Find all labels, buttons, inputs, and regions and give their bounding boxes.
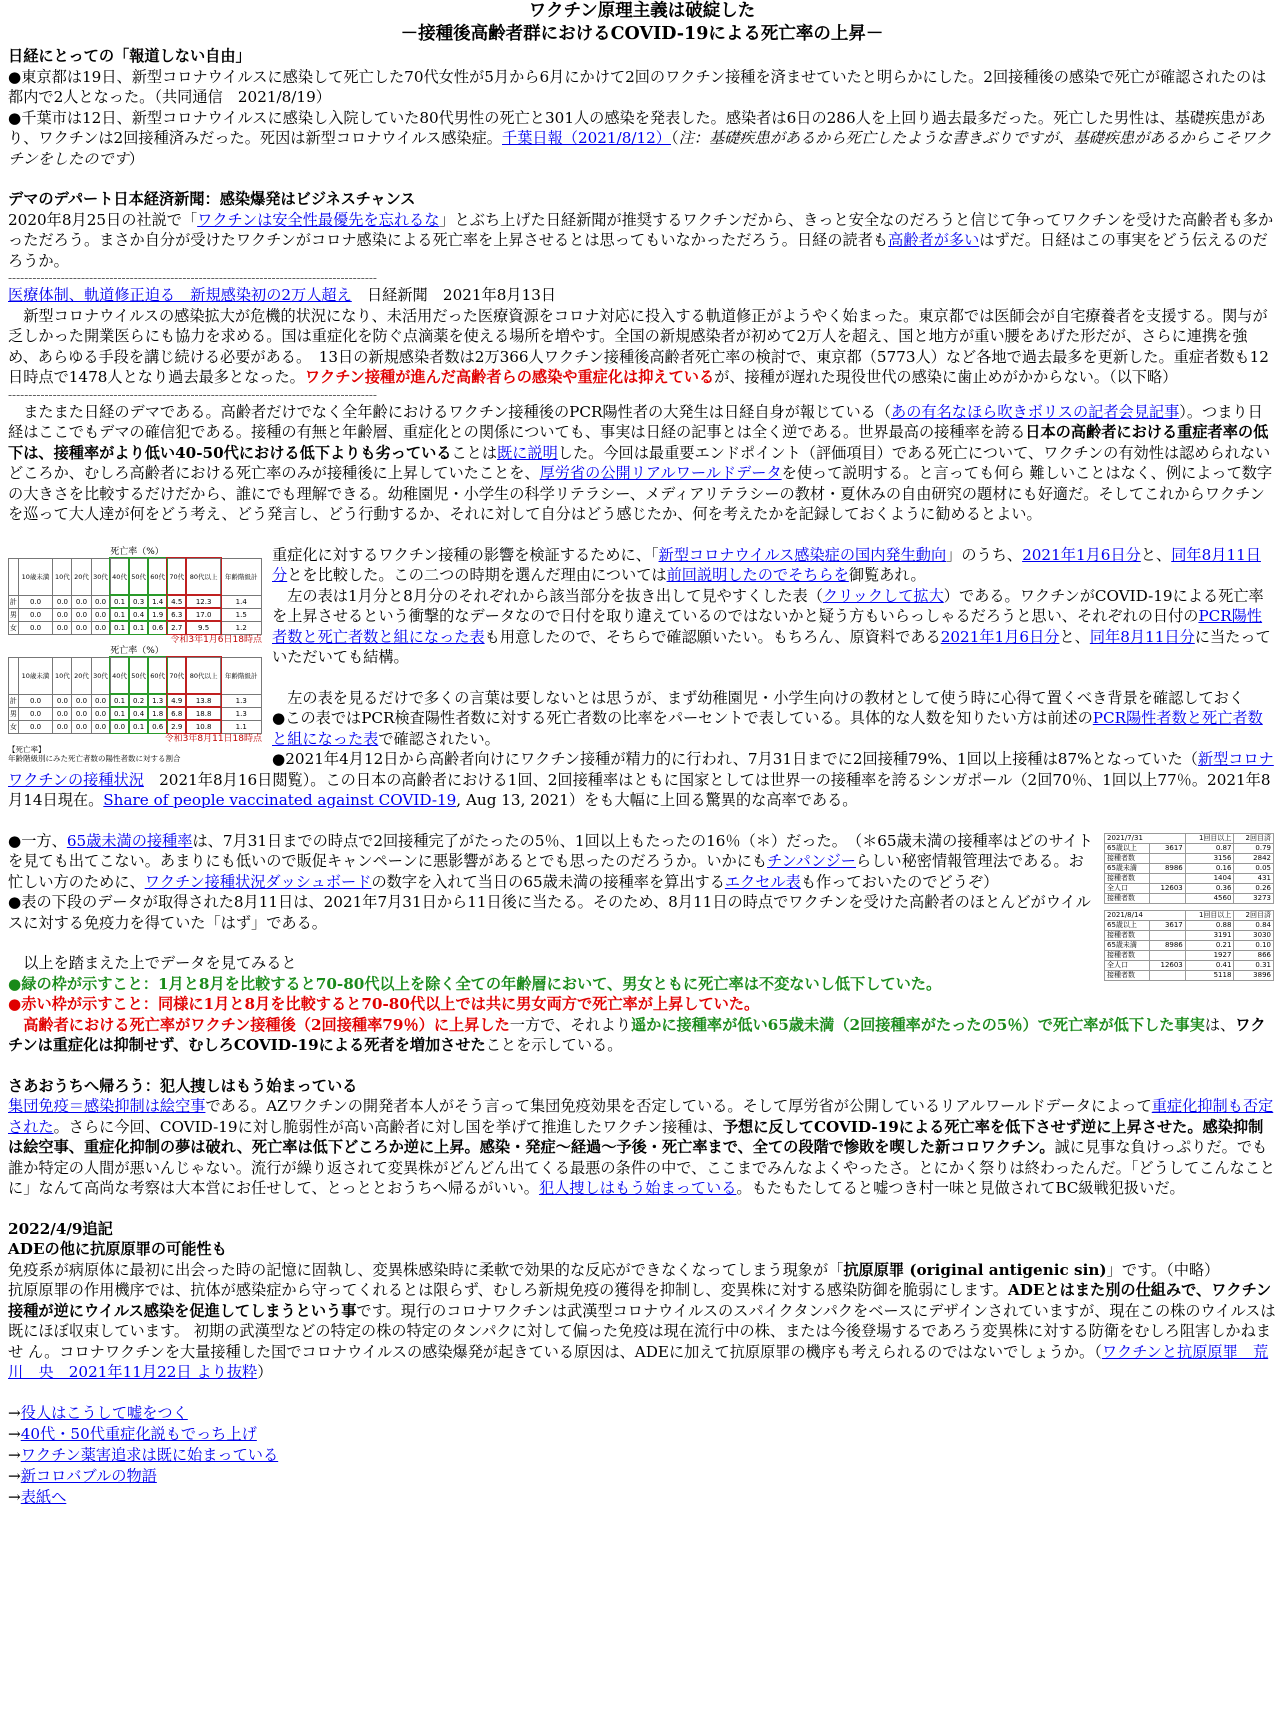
green-text: 遥かに接種率が低い65歳未満（2回接種率がたったの5％）で死亡率が低下した事実 — [630, 1015, 1205, 1034]
table-cell: 3617 — [1150, 843, 1185, 853]
nav-item — [8, 1466, 1276, 1487]
addendum-date: 2022/4/9追記 — [8, 1219, 113, 1238]
table-cell: 0.2 — [129, 694, 148, 707]
table-cell: 0.1 — [110, 608, 129, 621]
table-cell: 6.8 — [167, 707, 186, 720]
paragraph-tokyo-case: ●東京都は19日、新型コロナウイルスに感染して死亡した70代女性が5月から6月にかけて2回のワクチン接種を済ませていたと明らかにした。2回接種後の感染で死亡が確認されたのは都内で2人となった。（共同通信 2021/8/19） — [8, 67, 1267, 106]
finding-red: ●赤い枠が示すこと：同様に1月と8月を比較すると70-80代以上では共に男女両方で死亡率が上昇していた。 — [8, 995, 760, 1013]
text: ） — [128, 149, 144, 168]
link-editorial[interactable]: ワクチンは安全性最優先を忘れるな — [197, 210, 440, 229]
text: ） — [257, 1363, 273, 1381]
table-cell: 65歳未満 — [1105, 940, 1150, 950]
text: を使って説明する。と言っても何ら 難しいことはなく、例によって数字の大きさを比較するだけだから、誰にでも理解できる。幼稚園児・小学生の科学リテラシー、メディアリテラシーの教材・夏休みの自由研究の題材にも好適だ。そしてこれからワクチンを巡って大人達が何をどう考え、どう発言し、どう行動するか、それに対して自分はどう感じたか、何を考えたかを記録しておくように勧めるとよい。 — [8, 464, 1273, 523]
table-cell — [1150, 873, 1185, 883]
text: ）。つまり日経はここでもデマの確信犯である。接種の有無と年齢層、重症化との関係についても、事実は日経の記事とは全く逆である。世界最高の接種率を誇る — [8, 402, 1263, 441]
table-cell: 1.3 — [148, 694, 167, 707]
heading-part: デマのデパート日本経済新聞 — [8, 190, 205, 208]
section-heading-nikkei-freedom: 日経にとっての「報道しない自由」 — [8, 47, 251, 65]
nav-item — [8, 1487, 1276, 1508]
link-chiba-nippo[interactable]: 千葉日報（2021/8/12） — [502, 129, 671, 147]
table-cell: 2842 — [1234, 853, 1274, 863]
vaccination-table-aug14 — [1104, 910, 1274, 981]
table-cell: 0.3 — [129, 595, 148, 608]
table-cell: 0.0 — [53, 608, 72, 621]
table-row — [1105, 940, 1274, 950]
article-citation — [8, 285, 1276, 306]
table-cell: 0.0 — [91, 595, 110, 608]
table-cell: 2.9 — [167, 720, 186, 733]
table-cell: 0.0 — [110, 720, 129, 733]
table-row — [1105, 920, 1274, 930]
nav-link-vaccine-harm[interactable]: ワクチン薬害追求は既に始まっている — [20, 1445, 279, 1464]
column-header: 1回目以上 — [1185, 833, 1234, 843]
table-row — [1105, 863, 1274, 873]
text: 2020年8月25日の社説で「 — [8, 210, 198, 229]
table-row — [9, 707, 262, 720]
bold-text: 予想に反してCOVID-19による死亡率を低下させず逆に上昇させた。感染抑制は絵空事、重症化抑制の夢は破れ、死亡率は低下どころか逆に上昇。感染・発症～経過～予後・死亡率まで、全ての段階で惨敗を喫した新コロワクチン。 — [8, 1117, 1264, 1156]
bold-text: ADEとはまた別の仕組みで、ワクチン接種が逆にウイルス感染を促進してしまうという事 — [8, 1281, 1272, 1320]
table-row — [9, 720, 262, 733]
table-cell: 9.5 — [186, 621, 221, 634]
table-cell: 0.0 — [91, 694, 110, 707]
link-domestic-trend[interactable]: 新型コロナウイルス感染症の国内発生動向 — [658, 545, 947, 564]
link-culprit-hunt[interactable]: 犯人捜しはもう始まっている — [538, 1179, 737, 1197]
bold-text: 抗原原罪 (original antigenic sin) — [843, 1260, 1107, 1279]
row-label: 男 — [9, 608, 19, 621]
row-label: 計 — [9, 595, 19, 608]
table-cell: 0.1 — [129, 621, 148, 634]
row-label: 女 — [9, 621, 19, 634]
bold-text: ワクチンは重症化は抑制せず、むしろCOVID-19による死者を増加させた — [8, 1015, 1266, 1054]
table-cell: 0.0 — [53, 621, 72, 634]
link-pcr-table[interactable]: PCR陽性者数と死亡者数と組になった表 — [272, 607, 1263, 646]
column-header: 年齢階級計 — [221, 558, 262, 595]
table-cell: 6.3 — [167, 608, 186, 621]
table-cell: 0.36 — [1185, 883, 1234, 893]
paragraph-oas-definition — [8, 1260, 1276, 1281]
table-cell: 0.10 — [1234, 940, 1274, 950]
text: した。今回は最重要エンドポイント（評価項目）である死亡について、ワクチンの有効性は認められないどころか、むしろ高齢者における死亡率のみが接種後に上昇していたことを、 — [8, 443, 1271, 482]
table-row — [1105, 883, 1274, 893]
column-header: 10歳未満 — [18, 657, 53, 694]
nav-item — [8, 1403, 1276, 1424]
link-boris-article[interactable]: あの有名なほら吹きボリスの記者会見記事 — [891, 402, 1180, 421]
table-cell: 0.84 — [1234, 920, 1274, 930]
table-cell: 1.1 — [221, 720, 262, 733]
table-cell: 1.4 — [148, 595, 167, 608]
table-cell: 1.3 — [221, 707, 262, 720]
column-header: 10代 — [53, 657, 72, 694]
table-cell: 0.31 — [1234, 960, 1274, 970]
link-mhlw-data[interactable]: 厚労省の公開リアルワールドデータ — [539, 464, 782, 482]
table2-date: 令和3年8月11日18時点 — [164, 733, 262, 744]
table-cell: 1.5 — [221, 608, 262, 621]
table-cell: 0.0 — [72, 608, 91, 621]
table-cell: 0.4 — [129, 707, 148, 720]
column-header: 60代 — [148, 558, 167, 595]
page-title-line1: ワクチン原理主義は破綻した — [528, 1, 756, 21]
column-header: 2回目済 — [1234, 833, 1274, 843]
text: （ — [671, 129, 679, 147]
arrow-icon: → — [8, 1445, 21, 1464]
mortality-table-aug — [8, 657, 262, 734]
text: が、接種が遅れた現役世代の感染に歯止めがかからない。（以下略） — [714, 368, 1178, 386]
table-cell: 10.8 — [186, 720, 221, 733]
paragraph-background: 左の表を見るだけで多くの言葉は要しないとは思うが、まず幼稚園児・小学生向けの教材として使う時に心得て置くべき背景を確認しておく — [272, 688, 1244, 707]
link-dashboard[interactable]: ワクチン接種状況ダッシュボード — [144, 872, 372, 891]
table-cell: 65歳以上 — [1105, 843, 1150, 853]
text: はずだ。日経はこの事実をどう伝えるのだろうか。 — [8, 231, 1268, 270]
nav-link-officials-lie[interactable]: 役人はこうして嘘をつく — [20, 1403, 188, 1422]
link-already-explained[interactable]: 既に説明 — [497, 443, 558, 462]
table-cell: 866 — [1234, 950, 1274, 960]
table-cell: 接種者数 — [1105, 853, 1150, 863]
table-cell: 0.4 — [129, 608, 148, 621]
text: またまた日経のデマである。高齢者だけでなく全年齢におけるワクチン接種後のPCR陽性者の大発生は日経自身が報じている（ — [8, 402, 892, 421]
table-row — [9, 608, 262, 621]
table-cell: 0.0 — [91, 720, 110, 733]
arrow-icon: → — [8, 1487, 21, 1506]
text: 日経新聞 2021年8月13日 — [351, 286, 557, 304]
text: 新型コロナウイルスの感染拡大が危機的状況になり、未活用だった医療資源をコロナ対応に投入する軌道修正がようやく始まった。東京都では医師会が自宅療養者を支援する。関与が乏しかった開業医らにも協力を求める。国は重症化を防ぐ点滴薬を使える場所を増やす。全国の新規感染者が初めて2万人を超え、国と地方が重い腰をあげた形だが、さらに連携を強め、あらゆる手段を講じ続ける必要がある。 13日の新規感染者数は2万366人ワクチン接種後高齢者死亡率の検討で、東京都（5773人）など各地で過去最多を更新した。重症者数も12日時点で1478人となり過去最多となった。 — [8, 306, 1269, 386]
text: 左の表は1月分と8月分のそれぞれから該当部分を抜き出して見やすくした表（ — [272, 586, 823, 605]
quote-highlight: ワクチン接種が進んだ高齢者らの感染や重症化は抑えている — [304, 368, 715, 386]
table-cell: 1.2 — [221, 621, 262, 634]
table-cell: 12603 — [1150, 883, 1185, 893]
column-header: 40代 — [110, 657, 129, 694]
addendum-heading: ADEの他に抗原原罪の可能性も — [8, 1240, 227, 1258]
table-cell: 0.1 — [110, 621, 129, 634]
arrow-icon: → — [8, 1424, 21, 1443]
table-cell: 接種者数 — [1105, 893, 1150, 903]
text: である。AZワクチンの開発者本人がそう言って集団免疫効果を否定している。そして厚労省が公開しているリアルワールドデータによって — [205, 1097, 1152, 1115]
table-date: 2021/8/14 — [1105, 910, 1186, 920]
table1-caption: 死亡率（%） — [110, 546, 164, 557]
table-cell: 2.7 — [167, 621, 186, 634]
table-cell: 3191 — [1185, 930, 1234, 940]
column-header: 年齢階級計 — [221, 657, 262, 694]
table-row — [1105, 960, 1274, 970]
bold-text: 日本の高齢者における重症者率の低下は、接種率がより低い40-50代における低下よりも劣っている — [8, 423, 1269, 462]
text: ●一方、 — [8, 831, 67, 850]
column-header: 10代 — [53, 558, 72, 595]
table-cell: 13.8 — [186, 694, 221, 707]
text: 。もたもたしてると嘘つき村一味と見做されてBC級戦犯扱いだ。 — [736, 1179, 1185, 1197]
table-cell: 8986 — [1150, 863, 1185, 873]
nav-item — [8, 1424, 1276, 1445]
paragraph-editorial — [8, 210, 1276, 272]
table-cell: 1.4 — [221, 595, 262, 608]
table-cell: 4.5 — [167, 595, 186, 608]
text: ●千葉市は12日、新型コロナウイルスに感染し入院していた80代男性の死亡と301人の感染を発表した。感染者は6日の286人を上回り過去最多だった。死亡した男性は、基礎疾患があり、ワクチンは2回接種済みだった。死因は新型コロナウイルス感染症。 — [8, 108, 1266, 147]
table-cell: 0.0 — [91, 621, 110, 634]
link-arakawa[interactable]: ワクチンと抗原原罪 荒川 央 2021年11月22日 より抜粋 — [8, 1342, 1269, 1381]
link-aug11-source[interactable]: 同年8月11日分 — [1089, 627, 1195, 646]
table-cell: 0.1 — [110, 595, 129, 608]
column-header: 10歳未満 — [18, 558, 53, 595]
arrow-icon: → — [8, 1466, 21, 1485]
page-title-line2: －接種後高齢者群におけるCOVID-19による死亡率の上昇－ — [400, 24, 884, 44]
link-vaccine-status[interactable]: 新型コロナワクチンの接種状況 — [8, 750, 1274, 789]
article-quote — [8, 306, 1276, 388]
text: 一方で、それより — [509, 1015, 631, 1034]
nav-link-cover[interactable]: 表紙へ — [20, 1487, 67, 1506]
section-heading-go-home: さあおうちへ帰ろう：犯人捜しはもう始まっている — [8, 1076, 358, 1095]
table-row — [1105, 893, 1274, 903]
finding-green: ●緑の枠が示すこと：1月と8月を比較すると70-80代以上を除く全ての年齢層において、男女ともに死亡率は不変ないし低下していた。 — [8, 974, 942, 993]
nav-link-40-50-fabricated[interactable]: 40代・50代重症化説もでっち上げ — [20, 1424, 257, 1443]
table-cell: 0.26 — [1234, 883, 1274, 893]
link-excel[interactable]: エクセル表 — [724, 872, 801, 891]
table-cell: 3156 — [1185, 853, 1234, 863]
column-header: 20代 — [72, 558, 91, 595]
table-cell: 0.79 — [1234, 843, 1274, 853]
paragraph-go-home — [8, 1096, 1276, 1199]
link-under65-rate[interactable]: 65歳未満の接種率 — [66, 831, 193, 850]
row-label: 女 — [9, 720, 19, 733]
paragraph-under65 — [8, 831, 1276, 893]
text: 重症化に対するワクチン接種の影響を検証するために、「 — [272, 545, 659, 564]
paragraph-nikkei-demagogy — [8, 402, 1276, 525]
table-cell: 0.1 — [129, 720, 148, 733]
table-cell: 0.0 — [72, 707, 91, 720]
table-cell: 0.87 — [1185, 843, 1234, 853]
link-jan6-source[interactable]: 2021年1月6日分 — [940, 627, 1060, 646]
table-cell: 接種者数 — [1105, 950, 1150, 960]
table-cell: 全人口 — [1105, 960, 1150, 970]
column-header: 40代 — [110, 558, 129, 595]
link-chimpanzee[interactable]: チンパンジー — [767, 852, 856, 870]
text: 誠に見事な負けっぷりだ。でも誰か特定の人間が悪いんじゃない。流行が繰り返されて変異株がどんどん出てくる最悪の条件の中で、ここまでみんなよくやったさ。とにかく祭りは終わったんだ。「どうしてこんなことに」なんて高尚な考察は大本営にお任せして、とっととおうちへ帰るがいい。 — [8, 1138, 1276, 1197]
table-cell: 0.0 — [91, 707, 110, 720]
text: ●この表ではPCR検査陽性者数に対する死亡者数の比率をパーセントで表している。具体的な人数を知りたい方は前述の — [272, 709, 1093, 727]
table-cell: 0.0 — [18, 694, 53, 707]
mortality-table-jan — [8, 558, 262, 635]
text: ことは — [451, 443, 498, 462]
table-cell: 0.05 — [1234, 863, 1274, 873]
text: ことを示している。 — [485, 1036, 623, 1054]
paragraph-data-intro: 以上を踏まえた上でデータを見てみると — [8, 954, 297, 972]
text: と、 — [1140, 545, 1172, 564]
paragraph-chiba-case — [8, 108, 1276, 170]
section-heading-nikkei-demagogy — [8, 189, 1276, 210]
table-cell: 3896 — [1234, 970, 1274, 980]
table-cell: 4.9 — [167, 694, 186, 707]
text: と、 — [1059, 627, 1090, 646]
table-row — [1105, 843, 1274, 853]
text: 」のうち、 — [946, 545, 1023, 564]
text: ）である。ワクチンがCOVID-19による死亡率を上昇させるという衝撃的なデータなので日付を取り違えているのではないかと疑う方もいらっしゃるだろうと思い、それぞれの日付の — [272, 586, 1264, 625]
text: です。現行のコロナワクチンは武漢型コロナウイルスのスパイクタンパクをベースにデザインされていますが、現在この株のウイルスは既にほぼ収束しています。 初期の武漢型などの特定の株の特定のタンパクに対して偏った免疫は現在流行中の株、または今後登場するであろう変異株に対する防衛をむしろ阻害しかねませ ん。コロナワクチンを大量接種した国でコロナウイルスの感染爆発が起きている原因は、ADEに加えて抗原原罪の機序も考えられるのではないでしょうか。（ — [8, 1301, 1276, 1361]
table-cell: 0.0 — [18, 595, 53, 608]
paragraph-aug11: ●表の下段のデータが取得された8月11日は、2021年7月31日から11日後に当たる。そのため、8月11日の時点でワクチンを受けた高齢者のほとんどがウイルスに対する免疫力を得ていた「はず」である。 — [8, 893, 1091, 932]
text: も用意したので、そちらで確認願いたい。もちろん、原資料である — [484, 627, 941, 646]
table-cell: 18.8 — [186, 707, 221, 720]
table-cell: 0.0 — [18, 621, 53, 634]
paragraph-oas-mechanism — [8, 1280, 1276, 1383]
table-cell: 0.6 — [148, 720, 167, 733]
table-cell: 接種者数 — [1105, 873, 1150, 883]
text: の数字を入れて当日の65歳未満の接種率を算出する — [371, 872, 725, 891]
table-cell: 5118 — [1185, 970, 1234, 980]
table-cell: 0.16 — [1185, 863, 1234, 873]
table-cell: 0.0 — [53, 707, 72, 720]
table-cell: 0.0 — [53, 595, 72, 608]
table-cell — [1150, 970, 1185, 980]
corner-cell — [9, 657, 19, 694]
table-row — [1105, 853, 1274, 863]
column-header: 50代 — [129, 558, 148, 595]
vaccination-rate-tables[interactable] — [1104, 833, 1276, 981]
table-row — [9, 595, 262, 608]
table-cell: 0.88 — [1185, 920, 1234, 930]
text: 。さらに今回、COVID-19に対し脆弱性が高い高齢者に対し国を挙げて推進したワクチン接種は、 — [53, 1117, 723, 1136]
table-cell: 0.0 — [53, 720, 72, 733]
column-header: 70代 — [167, 558, 186, 595]
table-cell: 0.0 — [72, 694, 91, 707]
text: 御覧あれ。 — [848, 566, 926, 584]
column-header: 30代 — [91, 657, 110, 694]
paragraph-conclusion — [8, 1015, 1276, 1056]
column-header: 30代 — [91, 558, 110, 595]
table-row — [9, 694, 262, 707]
column-header: 50代 — [129, 657, 148, 694]
table-row — [1105, 950, 1274, 960]
table-cell: 接種者数 — [1105, 930, 1150, 940]
text: は、7月31日までの時点で2回接種完了がたったの5％、1回以上もたったの16％（＊）だった。 （＊65歳未満の接種率はどのサイトを見ても出てこない。あまりにも低いので販促キャンペーンに悪影響があるとでも思ったのだろうか。いかにも — [8, 831, 1093, 870]
table-cell: 0.0 — [18, 707, 53, 720]
figure-note: 年齢階級別にみた死亡者数の陽性者数に対する割合 — [8, 753, 181, 763]
table-cell: 0.0 — [91, 608, 110, 621]
vaccination-table-jul31 — [1104, 833, 1274, 904]
text: とを比較した。この二つの時期を選んだ理由については — [287, 566, 667, 584]
table-row — [9, 621, 262, 634]
table-cell: 0.0 — [53, 694, 72, 707]
table-cell: 0.0 — [72, 720, 91, 733]
text: 免疫系が病原体に最初に出会った時の記憶に固執し、変異株感染時に柔軟で効果的な反応ができなくなってしまう現象が「 — [8, 1260, 844, 1279]
table-cell — [1150, 893, 1185, 903]
table-cell: 0.6 — [148, 621, 167, 634]
text: 」です。（中略） — [1106, 1260, 1220, 1279]
nav-item — [8, 1445, 1276, 1466]
table-cell: 65歳以上 — [1105, 920, 1150, 930]
column-header: 70代 — [167, 657, 186, 694]
table-row — [1105, 970, 1274, 980]
text: らしい秘密情報管理法である。お忙しい方のために、 — [8, 852, 1084, 891]
separator-line: ------------------------------------------------------------------------------------------- — [8, 387, 377, 402]
link-jan6[interactable]: 2021年1月6日分 — [1022, 545, 1141, 564]
table-cell: 3273 — [1234, 893, 1274, 903]
text: , Aug 13, 2021）をも大幅に上回る驚異的な高率である。 — [456, 791, 858, 809]
table-row — [1105, 873, 1274, 883]
text: に当たっていただいても結構。 — [272, 627, 1271, 666]
table-cell: 12.3 — [186, 595, 221, 608]
table1-date: 令和3年1月6日18時点 — [170, 634, 262, 645]
table-cell: 0.0 — [72, 621, 91, 634]
text: は、 — [1204, 1015, 1236, 1034]
link-elderly-readers[interactable]: 高齢者が多い — [888, 231, 980, 249]
table-cell — [1150, 950, 1185, 960]
table-cell: 0.41 — [1185, 960, 1234, 970]
table-cell — [1150, 930, 1185, 940]
table-cell: 0.0 — [18, 608, 53, 621]
separator-line: ------------------------------------------------------------------------------------------- — [8, 271, 377, 285]
link-enlarge[interactable]: クリックして拡大 — [822, 586, 944, 605]
text: で確認されたい。 — [378, 729, 500, 748]
text: も作っておいたのでどうぞ） — [800, 872, 999, 891]
red-text: 高齢者における死亡率がワクチン接種後（2回接種率79％）に上昇した — [8, 1015, 510, 1034]
table-cell: 接種者数 — [1105, 970, 1150, 980]
table-cell: 0.1 — [110, 694, 129, 707]
column-header: 80代以上 — [186, 657, 221, 694]
arrow-icon: → — [8, 1403, 21, 1422]
link-owid[interactable]: Share of people vaccinated against COVID-19 — [103, 791, 457, 809]
column-header: 20代 — [72, 657, 91, 694]
row-label: 計 — [9, 694, 19, 707]
text: 」とぶち上げた日経新聞が推奨するワクチンだから、きっと安全なのだろうと信じて争ってワクチンを受けた高齢者も多かっただろう。まさか自分が受けたワクチンがコロナ感染による死亡率を上昇させるとは思ってもいなかっただろう。日経の読者も — [8, 210, 1274, 249]
table-cell: 12603 — [1150, 960, 1185, 970]
table-cell: 0.0 — [72, 595, 91, 608]
link-severity-denied[interactable]: 重症化抑制も否定された — [8, 1097, 1274, 1136]
link-article[interactable]: 医療体制、軌道修正迫る 新規感染初の2万人超え — [8, 286, 352, 304]
figure-note: 【死亡率】 — [8, 744, 46, 754]
table-cell: 4560 — [1185, 893, 1234, 903]
table-cell: 3617 — [1150, 920, 1185, 930]
table-cell: 431 — [1234, 873, 1274, 883]
row-label: 男 — [9, 707, 19, 720]
table-cell: 65歳未満 — [1105, 863, 1150, 873]
link-herd-immunity[interactable]: 集団免疫＝感染抑制は絵空事 — [8, 1097, 206, 1115]
link-previous[interactable]: 前回説明したのでそちらを — [666, 566, 849, 584]
table-row — [1105, 930, 1274, 940]
corner-cell — [9, 558, 19, 595]
column-header: 2回目済 — [1234, 910, 1274, 920]
table-cell: 1.9 — [148, 608, 167, 621]
column-header: 80代以上 — [186, 558, 221, 595]
table-cell: 0.21 — [1185, 940, 1234, 950]
table-cell: 1.3 — [221, 694, 262, 707]
note-italic: 注：基礎疾患があるから死亡したような書きぶりですが、基礎疾患があるからこそワクチンをしたのです — [8, 129, 1271, 168]
heading-part: ：感染爆発はビジネスチャンス — [204, 190, 416, 208]
table-cell: 3030 — [1234, 930, 1274, 940]
table-cell: 1.8 — [148, 707, 167, 720]
table-cell — [1150, 853, 1185, 863]
nav-link-bubble-story[interactable]: 新コロバブルの物語 — [20, 1466, 157, 1485]
navigation-links — [8, 1403, 1276, 1508]
text: 抗原原罪の作用機序では、抗体が感染症から守ってくれるとは限らず、むしろ新規免疫の獲得を抑制し、変異株に対する感染防御を脆弱にします。 — [8, 1281, 1008, 1299]
text: ●2021年4月12日から高齢者向けにワクチン接種が精力的に行われ、7月31日までに2回接種79%、1回以上接種は87%となっていた（ — [272, 750, 1198, 768]
column-header: 60代 — [148, 657, 167, 694]
text: 2021年8月16日閲覧）。この日本の高齢者における1回、2回接種率はともに国家としては世界一の接種率を誇るシンガポール（2回70％、1回以上77％。2021年8月14日現在。 — [8, 770, 1271, 809]
table-cell: 17.0 — [186, 608, 221, 621]
mortality-tables-figure[interactable] — [8, 547, 266, 763]
table-cell: 8986 — [1150, 940, 1185, 950]
table-cell: 1404 — [1185, 873, 1234, 883]
column-header: 1回目以上 — [1185, 910, 1234, 920]
table2-caption: 死亡率（%） — [110, 645, 164, 656]
link-pcr-table-2[interactable]: PCR陽性者数と死亡者数と組になった表 — [272, 709, 1263, 748]
table-cell: 全人口 — [1105, 883, 1150, 893]
link-aug11[interactable]: 同年8月11日分 — [272, 545, 1261, 584]
table-cell: 0.0 — [18, 720, 53, 733]
table-cell: 1927 — [1185, 950, 1234, 960]
table-cell: 0.1 — [110, 707, 129, 720]
table-date: 2021/7/31 — [1105, 833, 1186, 843]
